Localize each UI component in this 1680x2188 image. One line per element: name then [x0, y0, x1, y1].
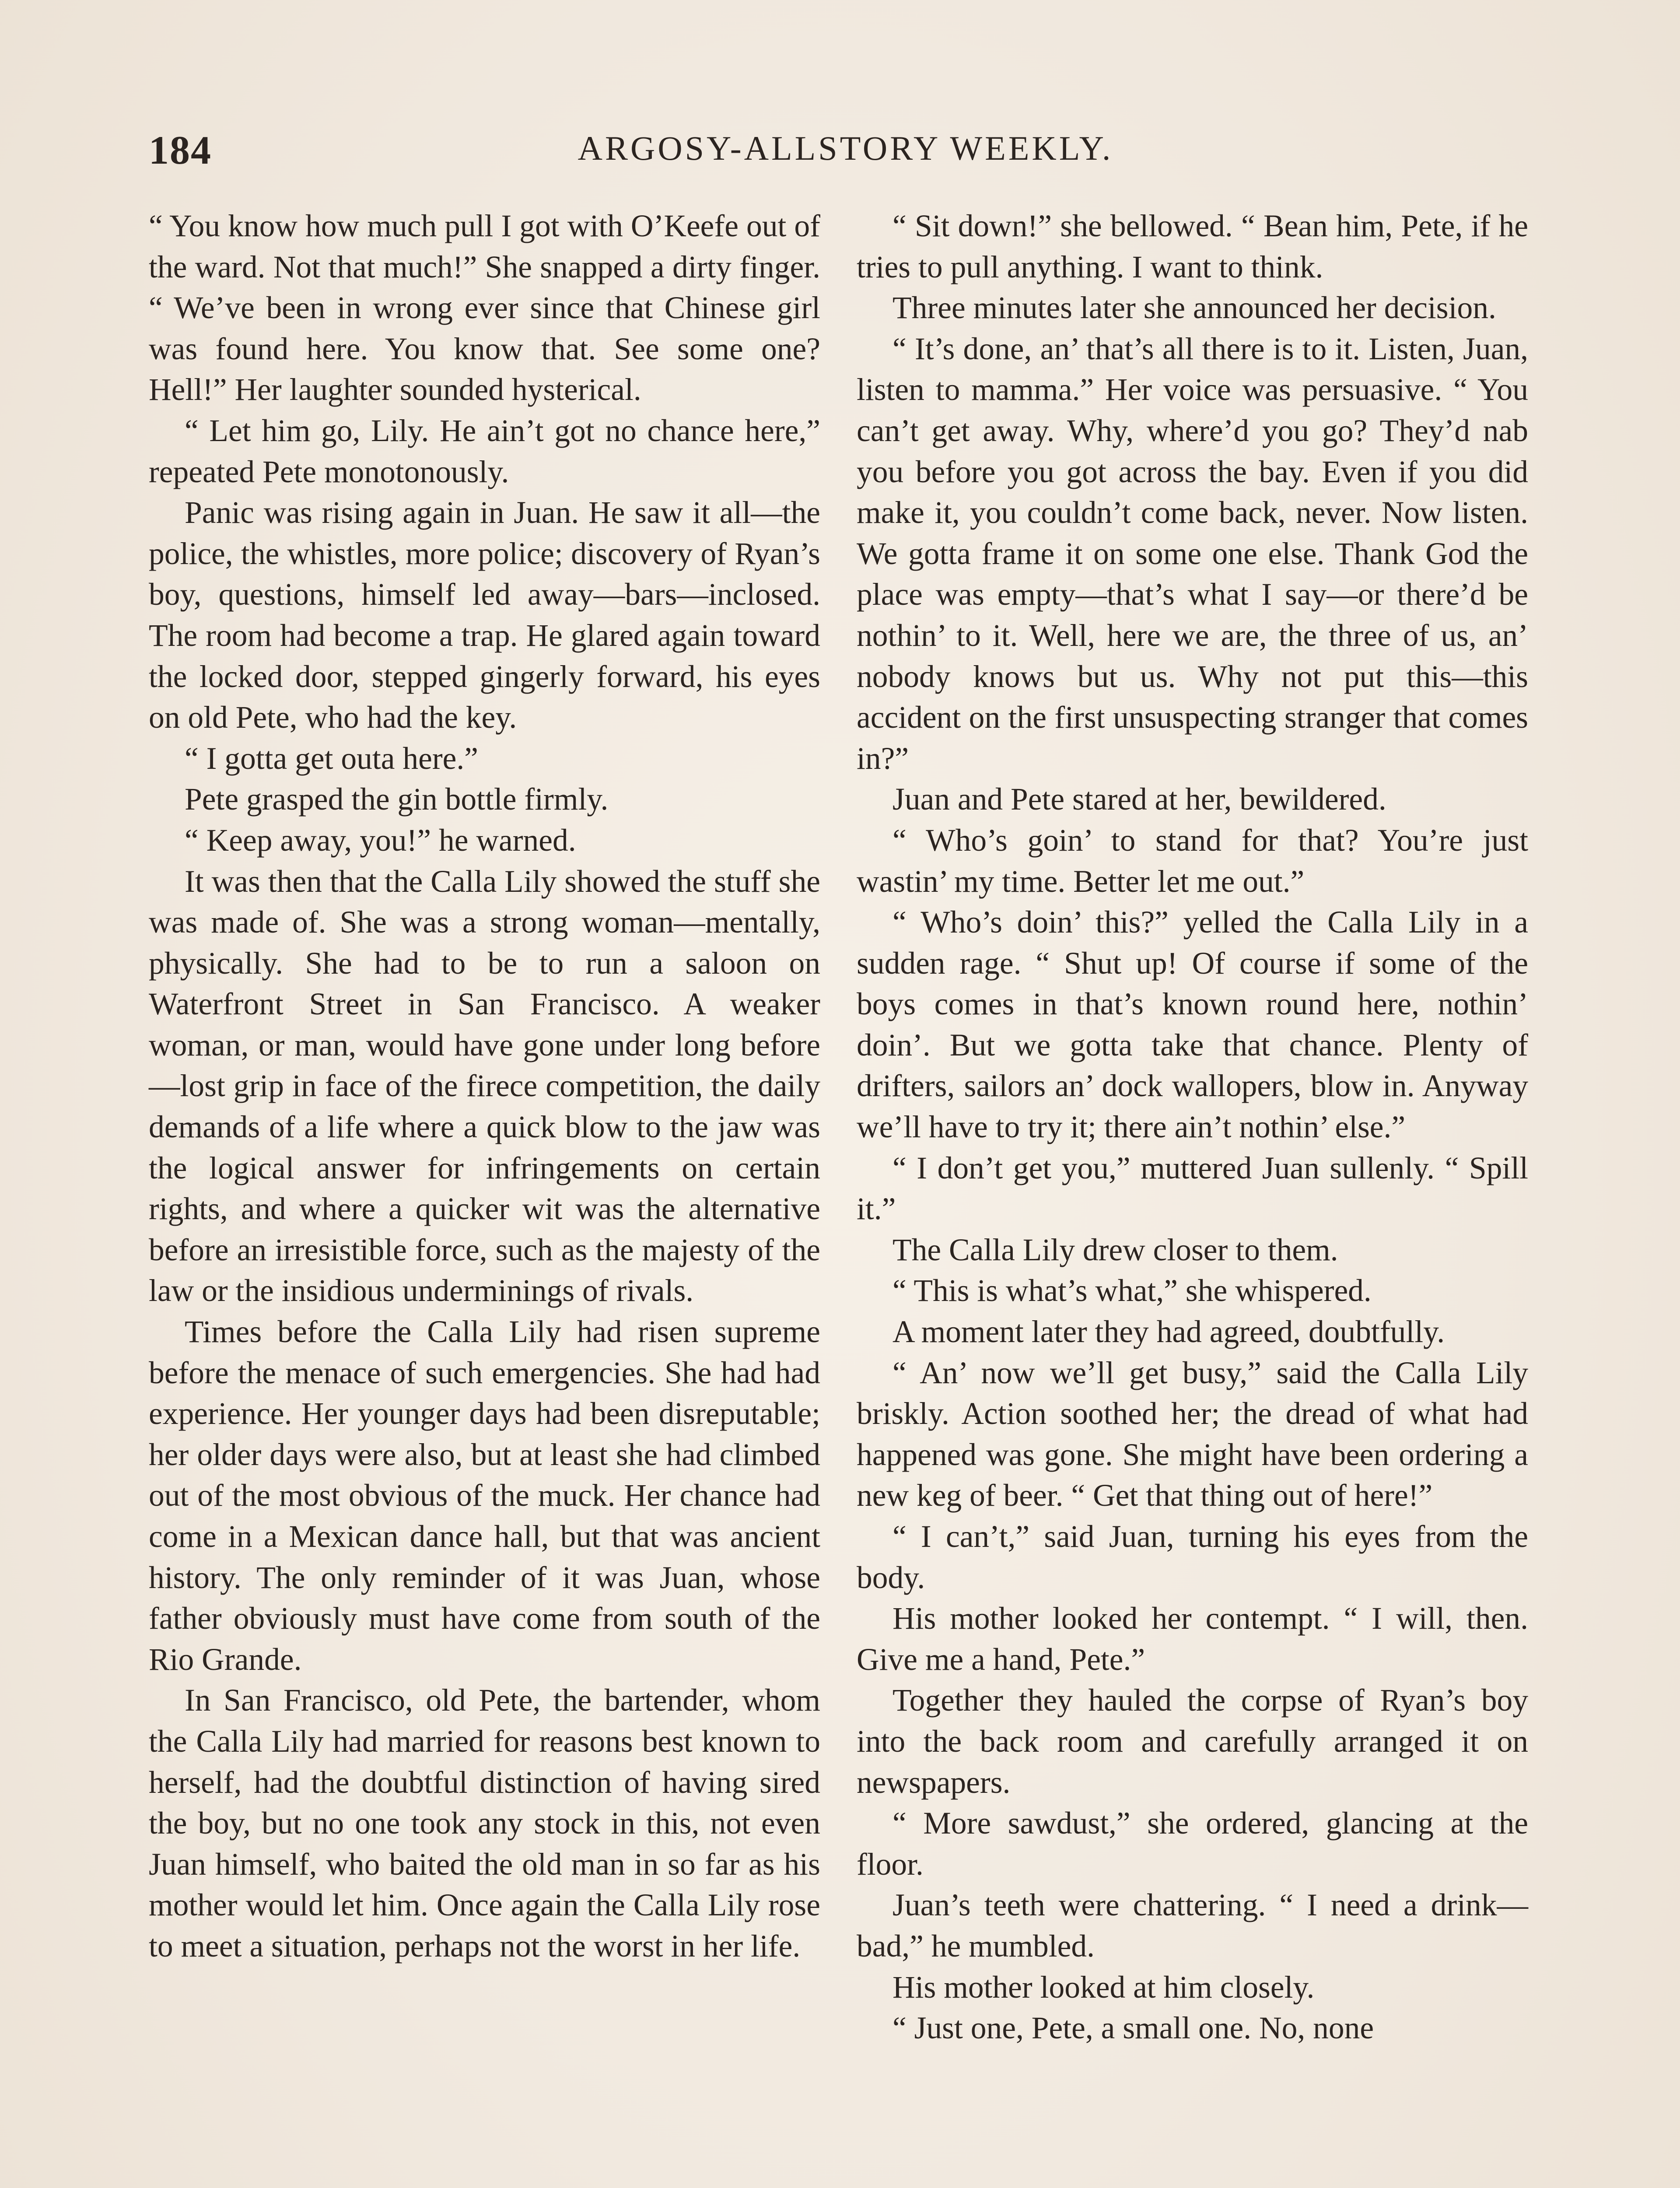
page-header	[149, 127, 1542, 184]
paragraph: “ Who’s doin’ this?” yelled the Calla Lily in a sudden rage. “ Shut up! Of course if some of the boys comes in that’s known round here, nothin’ doin’. But we gotta take that chance. Plenty of drifters, sailors an’ dock wallopers, blow in. Anyway we’ll have to try it; there ain’t nothin’ else.”	[857, 905, 1528, 1145]
paragraph: Pete grasped the gin bottle firmly.	[185, 782, 609, 817]
paragraph: The Calla Lily drew closer to them.	[892, 1232, 1338, 1267]
running-title: ARGOSY-ALLSTORY WEEKLY.	[578, 129, 1113, 167]
left-column	[149, 206, 820, 1967]
paragraph: His mother looked her contempt. “ I will, then. Give me a hand, Pete.”	[857, 1601, 1528, 1677]
paragraph: “ An’ now we’ll get busy,” said the Calla Lily briskly. Action soothed her; the dread of what had happened was gone. She might have been ordering a new keg of beer. “ Get that thing out of here!”	[857, 1355, 1528, 1513]
paragraph: Juan’s teeth were chattering. “ I need a drink—bad,” he mumbled.	[857, 1888, 1528, 1964]
paragraph: It was then that the Calla Lily showed the stuff she was made of. She was a strong woman—mentally, physically. She had to be to run a saloon on Waterfront Street in San Francisco. A weaker woman, or man, would have gone under long before —lost grip in face of the firece competition, the daily demands of a life where a quick blow to the jaw was the logical answer for infringements on certain rights, and where a quicker wit was the alternative before an irresistible force, such as the majesty of the law or the insidious underminings of rivals.	[149, 864, 820, 1308]
paragraph: “ Keep away, you!” he warned.	[185, 823, 576, 858]
paragraph: A moment later they had agreed, doubtfully.	[892, 1315, 1445, 1350]
paragraph: Panic was rising again in Juan. He saw it all—the police, the whistles, more police; discovery of Ryan’s boy, questions, himself led away—bars—inclosed. The room had become a trap. He glared again toward the locked door, stepped gingerly forward, his eyes on old Pete, who had the key.	[149, 495, 820, 735]
paragraph: Together they hauled the corpse of Ryan’s boy into the back room and carefully arranged it on newspapers.	[857, 1683, 1528, 1800]
paragraph: In San Francisco, old Pete, the bartender, whom the Calla Lily had married for reasons best known to herself, had the doubtful distinction of having sired the boy, but no one took any stock in this, not even Juan himself, who baited the old man in so far as his mother would let him. Once again the Calla Lily rose to meet a situation, perhaps not the worst in her life.	[149, 1683, 820, 1964]
paragraph: “ I gotta get outa here.”	[185, 741, 478, 776]
paragraph: “ More sawdust,” she ordered, glancing at the floor.	[857, 1806, 1528, 1882]
paragraph: His mother looked at him closely.	[892, 1970, 1315, 2005]
paragraph: “ Let him go, Lily. He ain’t got no chance here,” repeated Pete monotonously.	[149, 413, 820, 489]
paragraph: “ Sit down!” she bellowed. “ Bean him, Pete, if he tries to pull anything. I want to think.	[857, 209, 1528, 284]
paragraph: Three minutes later she announced her decision.	[892, 291, 1496, 326]
paragraph: “ It’s done, an’ that’s all there is to it. Listen, Juan, listen to mamma.” Her voice was persuasive. “ You can’t get away. Why, where’d you go? They’d nab you before you got across the bay. Even if you did make it, you couldn’t come back, never. Now listen. We gotta frame it on some one else. Thank God the place was empty—that’s what I say—or there’d be nothin’ to it. Well, here we are, the three of us, an’ nobody knows but us. Why not put this—this accident on the first unsuspecting stranger that comes in?”	[857, 331, 1528, 776]
paragraph: Times before the Calla Lily had risen supreme before the menace of such emergencies. She had had experience. Her younger days had been disreputable; her older days were also, but at least she had climbed out of the most obvious of the muck. Her chance had come in a Mexican dance hall, but that was ancient history. The only reminder of it was Juan, whose father obviously must have come from south of the Rio Grande.	[149, 1315, 820, 1677]
paragraph: “ This is what’s what,” she whispered.	[892, 1273, 1372, 1308]
paragraph: “ Just one, Pete, a small one. No, none	[892, 2011, 1374, 2046]
paragraph: “ Who’s goin’ to stand for that? You’re just wastin’ my time. Better let me out.”	[857, 823, 1528, 899]
right-column	[857, 206, 1528, 2049]
page-number: 184	[149, 128, 212, 172]
paragraph: “ You know how much pull I got with O’Keefe out of the ward. Not that much!” She snapped a dirty finger. “ We’ve been in wrong ever since that Chinese girl was found here. You know that. See some one? Hell!” Her laughter sounded hysterical.	[149, 209, 820, 407]
paragraph: “ I don’t get you,” muttered Juan sullenly. “ Spill it.”	[857, 1150, 1528, 1227]
paragraph: Juan and Pete stared at her, bewildered.	[892, 782, 1386, 817]
paragraph: “ I can’t,” said Juan, turning his eyes from the body.	[857, 1519, 1528, 1595]
